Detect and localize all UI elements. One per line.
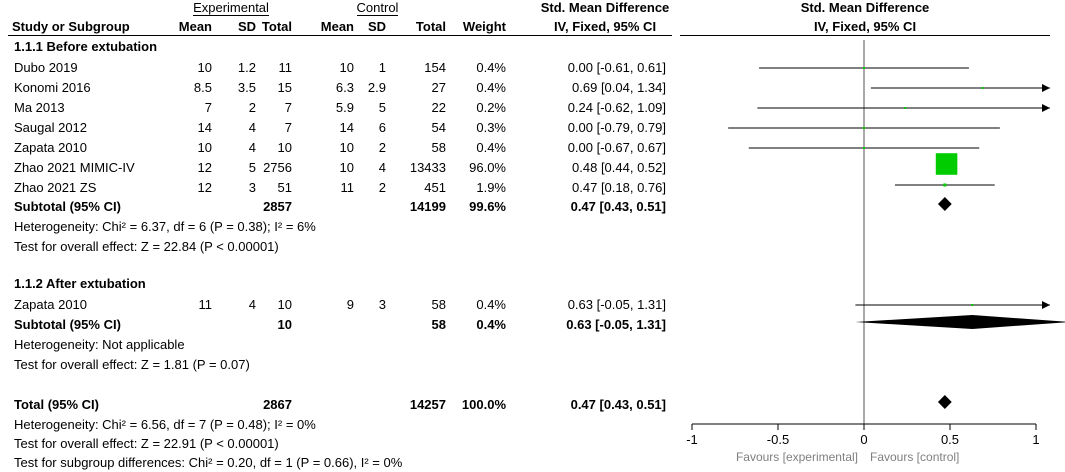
weight: 96.0% <box>469 160 506 175</box>
c-total: 451 <box>424 180 446 195</box>
c-mean: 5.9 <box>335 100 354 115</box>
study-square <box>982 87 984 89</box>
study-name: Zhao 2021 ZS <box>14 180 97 195</box>
study-square <box>971 304 973 306</box>
pooled-diamond <box>938 197 952 211</box>
e-total: 10 <box>277 317 292 332</box>
col-weight-header: Weight <box>462 19 506 34</box>
e-mean: 8.5 <box>193 80 212 95</box>
study-name: Ma 2013 <box>14 100 65 115</box>
c-total: 154 <box>424 60 446 75</box>
e-total: 2867 <box>263 397 292 412</box>
c-sd: 2.9 <box>367 80 386 95</box>
study-square <box>863 147 865 149</box>
overall-effect-text: Test for overall effect: Z = 22.84 (P < 0.00001) <box>14 239 279 254</box>
smd-header-left: Std. Mean Difference <box>540 0 670 15</box>
e-sd: 1.2 <box>237 60 256 75</box>
c-sd: 2 <box>378 140 386 155</box>
pooled-diamond <box>938 395 952 409</box>
weight: 0.4% <box>476 140 506 155</box>
subtotal-label: Subtotal (95% CI) <box>14 199 121 214</box>
e-total: 15 <box>277 80 292 95</box>
subgroup-title: 1.1.1 Before extubation <box>14 39 158 54</box>
c-total: 14257 <box>409 397 446 412</box>
e-mean: 14 <box>197 120 212 135</box>
experimental-group-header: Experimental <box>193 0 269 15</box>
ci-text: 0.47 [0.43, 0.51] <box>570 397 666 412</box>
e-total: 2756 <box>263 160 292 175</box>
ci-text: 0.00 [-0.61, 0.61] <box>567 60 666 75</box>
col-ci-right-header: IV, Fixed, 95% CI <box>813 19 917 34</box>
e-mean: 12 <box>197 160 212 175</box>
study-square <box>936 153 958 175</box>
study-square <box>863 127 865 129</box>
e-sd: 3.5 <box>237 80 256 95</box>
c-total: 54 <box>431 120 446 135</box>
e-sd: 5 <box>248 160 256 175</box>
c-mean: 14 <box>339 120 354 135</box>
c-mean: 6.3 <box>335 80 354 95</box>
col-c-sd-header: SD <box>367 19 386 34</box>
ci-text: 0.00 [-0.79, 0.79] <box>567 120 666 135</box>
e-total: 51 <box>277 180 292 195</box>
weight: 0.4% <box>476 317 506 332</box>
total-label: Total (95% CI) <box>14 397 99 412</box>
e-total: 2857 <box>263 199 292 214</box>
e-mean: 10 <box>197 60 212 75</box>
e-total: 7 <box>284 100 292 115</box>
weight: 100.0% <box>461 397 506 412</box>
study-square <box>904 107 906 109</box>
x-tick-label: -0.5 <box>766 432 790 447</box>
study-name: Konomi 2016 <box>14 80 91 95</box>
e-sd: 4 <box>248 140 256 155</box>
study-name: Zapata 2010 <box>14 140 88 155</box>
x-tick-label: -1 <box>686 432 698 447</box>
subgroup-title: 1.1.2 After extubation <box>14 276 146 291</box>
e-mean: 7 <box>204 100 212 115</box>
e-total: 10 <box>277 297 292 312</box>
total-overall-effect-text: Test for overall effect: Z = 22.91 (P < 0.00001) <box>14 436 279 451</box>
x-tick-label: 0 <box>860 432 868 447</box>
c-mean: 10 <box>339 140 354 155</box>
weight: 0.3% <box>476 120 506 135</box>
weight: 0.2% <box>476 100 506 115</box>
c-total: 27 <box>431 80 446 95</box>
weight: 1.9% <box>476 180 506 195</box>
c-sd: 2 <box>378 180 386 195</box>
col-e-mean-header: Mean <box>178 19 212 34</box>
e-sd: 4 <box>248 297 256 312</box>
e-mean: 10 <box>197 140 212 155</box>
ci-text: 0.47 [0.43, 0.51] <box>570 199 666 214</box>
e-mean: 12 <box>197 180 212 195</box>
total-heterogeneity-text: Heterogeneity: Chi² = 6.56, df = 7 (P = 0.48); I² = 0% <box>14 417 316 432</box>
c-total: 22 <box>431 100 446 115</box>
e-total: 10 <box>277 140 292 155</box>
smd-header-right: Std. Mean Difference <box>800 0 930 15</box>
c-sd: 1 <box>378 60 386 75</box>
c-mean: 11 <box>340 180 354 195</box>
ci-arrow <box>1042 104 1050 112</box>
favours-experimental-label: Favours [experimental] <box>735 450 858 464</box>
ci-text: 0.47 [0.18, 0.76] <box>572 180 666 195</box>
study-name: Zapata 2010 <box>14 297 88 312</box>
c-sd: 5 <box>378 100 386 115</box>
e-sd: 3 <box>248 180 256 195</box>
favours-control-label: Favours [control] <box>870 450 960 464</box>
ci-text: 0.48 [0.44, 0.52] <box>572 160 666 175</box>
ci-text: 0.00 [-0.67, 0.67] <box>567 140 666 155</box>
e-mean: 11 <box>198 297 212 312</box>
study-square <box>943 183 946 186</box>
col-e-sd-header: SD <box>237 19 256 34</box>
c-sd: 4 <box>378 160 386 175</box>
c-total: 58 <box>431 140 446 155</box>
e-total: 7 <box>284 120 292 135</box>
c-sd: 6 <box>378 120 386 135</box>
subtotal-label: Subtotal (95% CI) <box>14 317 121 332</box>
weight: 99.6% <box>469 199 506 214</box>
ci-text: 0.63 [-0.05, 1.31] <box>566 317 666 332</box>
c-sd: 3 <box>378 297 386 312</box>
study-name: Zhao 2021 MIMIC-IV <box>14 160 135 175</box>
ci-arrow <box>1042 84 1050 92</box>
weight: 0.4% <box>476 60 506 75</box>
ci-text: 0.63 [-0.05, 1.31] <box>567 297 666 312</box>
weight: 0.4% <box>476 80 506 95</box>
col-ci-left-header: IV, Fixed, 95% CI <box>553 19 657 34</box>
subgroup-difference-text: Test for subgroup differences: Chi² = 0.20, df = 1 (P = 0.66), I² = 0% <box>14 455 403 470</box>
study-name: Dubo 2019 <box>14 60 78 75</box>
heterogeneity-text: Heterogeneity: Chi² = 6.37, df = 6 (P = 0.38); I² = 6% <box>14 219 316 234</box>
x-tick-label: 0.5 <box>940 432 960 447</box>
col-c-total-header: Total <box>415 19 446 34</box>
c-mean: 9 <box>346 297 354 312</box>
overall-effect-text: Test for overall effect: Z = 1.81 (P = 0.07) <box>14 357 250 372</box>
c-total: 58 <box>431 297 446 312</box>
c-total: 58 <box>431 317 446 332</box>
pooled-diamond <box>855 315 1065 329</box>
c-total: 13433 <box>409 160 446 175</box>
ci-text: 0.24 [-0.62, 1.09] <box>567 100 666 115</box>
control-group-header: Control <box>356 0 399 15</box>
col-study-header: Study or Subgroup <box>12 19 130 34</box>
c-total: 14199 <box>409 199 446 214</box>
ci-arrow <box>1042 301 1050 309</box>
study-square <box>863 67 865 69</box>
e-total: 11 <box>278 60 292 75</box>
heterogeneity-text: Heterogeneity: Not applicable <box>14 337 185 352</box>
weight: 0.4% <box>476 297 506 312</box>
c-mean: 10 <box>339 60 354 75</box>
col-e-total-header: Total <box>261 19 292 34</box>
c-mean: 10 <box>339 160 354 175</box>
study-name: Saugal 2012 <box>14 120 88 135</box>
ci-text: 0.69 [0.04, 1.34] <box>572 80 666 95</box>
x-tick-label: 1 <box>1032 432 1040 447</box>
col-c-mean-header: Mean <box>320 19 354 34</box>
e-sd: 2 <box>248 100 256 115</box>
e-sd: 4 <box>248 120 256 135</box>
